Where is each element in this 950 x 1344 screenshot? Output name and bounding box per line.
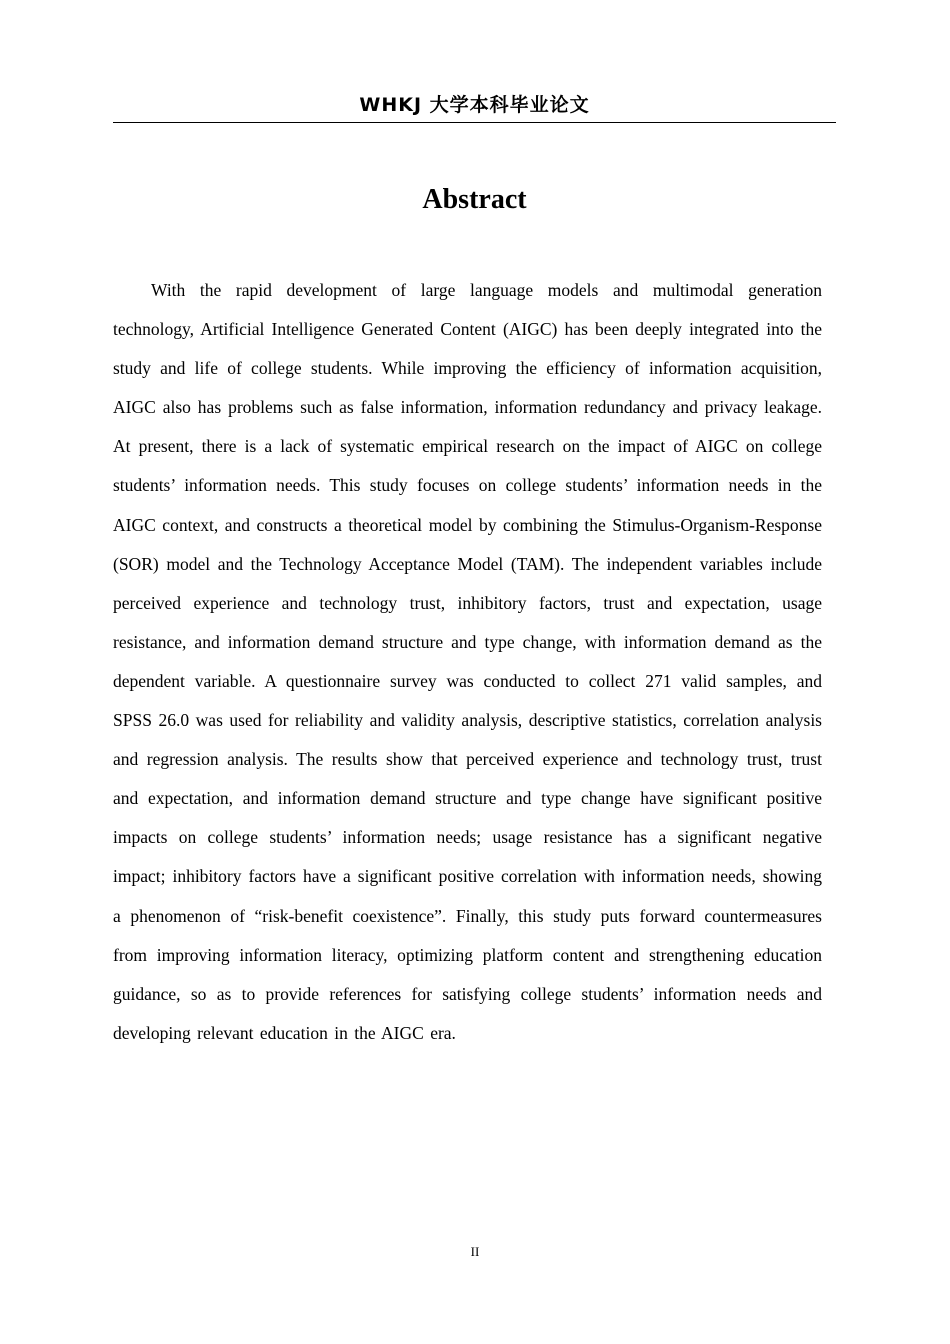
abstract-title: Abstract	[422, 184, 527, 215]
page-number: II	[470, 1244, 480, 1259]
page-header	[113, 92, 836, 123]
abstract-body: With the rapid development of large language models and multimodal generation technology, Artificial Intelligence Generated Content (AIGC) has been deeply integrated into the study and life of college students. While improving the efficiency of information acquisition, AIGC also has problems such as false information, information redundancy and privacy leakage. At present, there is a lack of systematic empirical research on the impact of AIGC on college students’ information needs. This study focuses on college students’ information needs in the AIGC context, and constructs a theoretical model by combining the Stimulus-Organism-Response (SOR) model and the Technology Acceptance Model (TAM). The independent variables include perceived experience and technology trust, inhibitory factors, trust and expectation, usage resistance, and information demand structure and type change, with information demand as the dependent variable. A questionnaire survey was conducted to collect 271 valid samples, and SPSS 26.0 was used for reliability and validity analysis, descriptive statistics, correlation analysis and regression analysis. The results show that perceived experience and technology trust, trust and expectation, and information demand structure and type change have significant positive impacts on college students’ information needs; usage resistance has a significant negative impact; inhibitory factors have a significant positive correlation with information needs, showing a phenomenon of “risk-benefit coexistence”. Finally, this study puts forward countermeasures from improving information literacy, optimizing platform content and strengthening education guidance, so as to provide references for satisfying college students’ information needs and developing relevant education in the AIGC era.	[113, 280, 822, 1043]
header-text: WHKJ 大学本科毕业论文	[359, 94, 590, 116]
